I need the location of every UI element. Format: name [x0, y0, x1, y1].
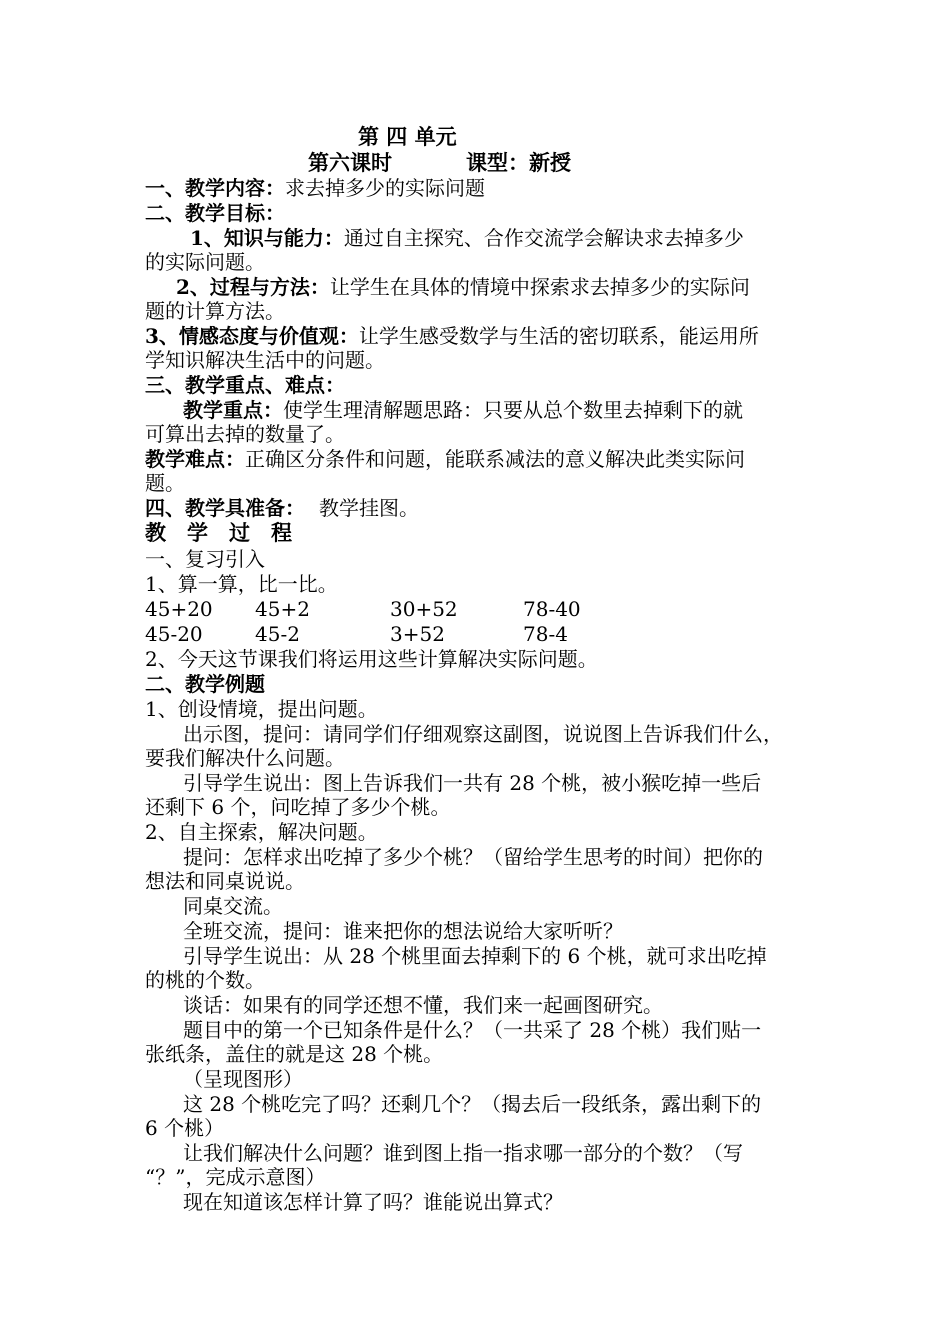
calc-cell: 45-20 [145, 622, 203, 646]
calc-cell: 78-4 [523, 622, 568, 646]
calc-row-1 [145, 597, 605, 621]
calc-cell: 3+52 [390, 622, 445, 646]
example-title: 二、教学例题 [145, 672, 265, 696]
calc-cell: 45+20 [145, 597, 213, 621]
goal-knowledge [190, 226, 744, 250]
section-goals: 二、教学目标： [145, 201, 285, 225]
goal-emotion-cont: 学知识解决生活中的问题。 [145, 348, 385, 372]
section-label: 四、教学具准备： [145, 496, 305, 520]
example-line: 2、自主探索，解决问题。 [145, 820, 378, 844]
diff-label: 教学难点： [145, 447, 245, 471]
example-line: 引导学生说出：从 28 个桃里面去掉剩下的 6 个桃，就可求出吃掉 [183, 944, 767, 968]
section-label: 一、教学内容： [145, 176, 285, 200]
example-line: 还剩下 6 个，问吃掉了多少个桃。 [145, 795, 451, 819]
review-item-1: 1、算一算，比一比。 [145, 572, 338, 596]
section-content [145, 176, 485, 200]
example-line: 要我们解决什么问题。 [145, 746, 345, 770]
calc-cell: 45+2 [255, 597, 310, 621]
calc-cell: 78-40 [523, 597, 581, 621]
example-line: 全班交流，提问：谁来把你的想法说给大家听听？ [183, 919, 623, 943]
calc-cell: 45-2 [255, 622, 300, 646]
example-line: 这 28 个桃吃完了吗？还剩几个？（揭去后一段纸条，露出剩下的 [183, 1092, 762, 1116]
example-line: 6 个桃） [145, 1116, 225, 1140]
example-line: 张纸条，盖住的就是这 28 个桃。 [145, 1042, 444, 1066]
difficult-point-cont: 题。 [145, 471, 185, 495]
process-heading: 教 学 过 程 [145, 520, 292, 545]
goal-process-cont: 题的计算方法。 [145, 299, 285, 323]
example-line: 提问：怎样求出吃掉了多少个桃？（留给学生思考的时间）把你的 [183, 845, 763, 869]
key-label: 教学重点： [183, 398, 283, 422]
example-line: 谈话：如果有的同学还想不懂，我们来一起画图研究。 [183, 993, 663, 1017]
goal-knowledge-cont: 的实际问题。 [145, 250, 265, 274]
key-point-cont: 可算出去掉的数量了。 [145, 422, 345, 446]
difficult-point [145, 447, 745, 471]
key-point [183, 398, 743, 422]
example-line: （呈现图形） [183, 1067, 303, 1091]
goal-label: 3、情感态度与价值观： [145, 324, 359, 348]
example-line: 题目中的第一个已知条件是什么？（一共采了 28 个桃）我们贴一 [183, 1018, 762, 1042]
section-keypoints: 三、教学重点、难点： [145, 373, 345, 397]
goal-process [176, 275, 750, 299]
example-line: 让我们解决什么问题？谁到图上指一指求哪一部分的个数？（写 [183, 1141, 743, 1165]
lesson-number: 第六课时 [308, 150, 392, 175]
example-line: 同桌交流。 [183, 894, 283, 918]
diff-text: 正确区分条件和问题，能联系减法的意义解决此类实际问 [245, 447, 745, 471]
calc-cell: 30+52 [390, 597, 458, 621]
lesson-type: 课型：新授 [466, 150, 571, 175]
example-line: “？”，完成示意图） [145, 1165, 326, 1189]
key-text: 使学生理清解题思路：只要从总个数里去掉剩下的就 [283, 398, 743, 422]
example-line: 1、创设情境，提出问题。 [145, 697, 378, 721]
calc-row-2 [145, 622, 605, 646]
example-line: 的桃的个数。 [145, 968, 265, 992]
example-line: 现在知道该怎样计算了吗？谁能说出算式？ [183, 1190, 563, 1214]
goal-text: 通过自主探究、合作交流学会解诀求去掉多少 [343, 226, 744, 250]
goal-text: 让学生在具体的情境中探索求去掉多少的实际问 [329, 275, 750, 299]
goal-emotion [145, 324, 759, 348]
unit-title: 第 四 单元 [358, 124, 457, 149]
section-text: 教学挂图。 [319, 496, 419, 520]
section-materials [145, 496, 419, 520]
goal-label: 2、过程与方法： [176, 275, 330, 299]
example-line: 出示图，提问：请同学们仔细观察这副图，说说图上告诉我们什么， [183, 722, 783, 746]
goal-text: 让学生感受数学与生活的密切联系，能运用所 [358, 324, 759, 348]
goal-label: 1、知识与能力： [190, 226, 344, 250]
review-title: 一、复习引入 [145, 547, 265, 571]
example-line: 想法和同桌说说。 [145, 869, 305, 893]
review-item-2: 2、今天这节课我们将运用这些计算解决实际问题。 [145, 647, 598, 671]
section-text: 求去掉多少的实际问题 [285, 176, 485, 200]
example-line: 引导学生说出：图上告诉我们一共有 28 个桃，被小猴吃掉一些后 [183, 771, 762, 795]
